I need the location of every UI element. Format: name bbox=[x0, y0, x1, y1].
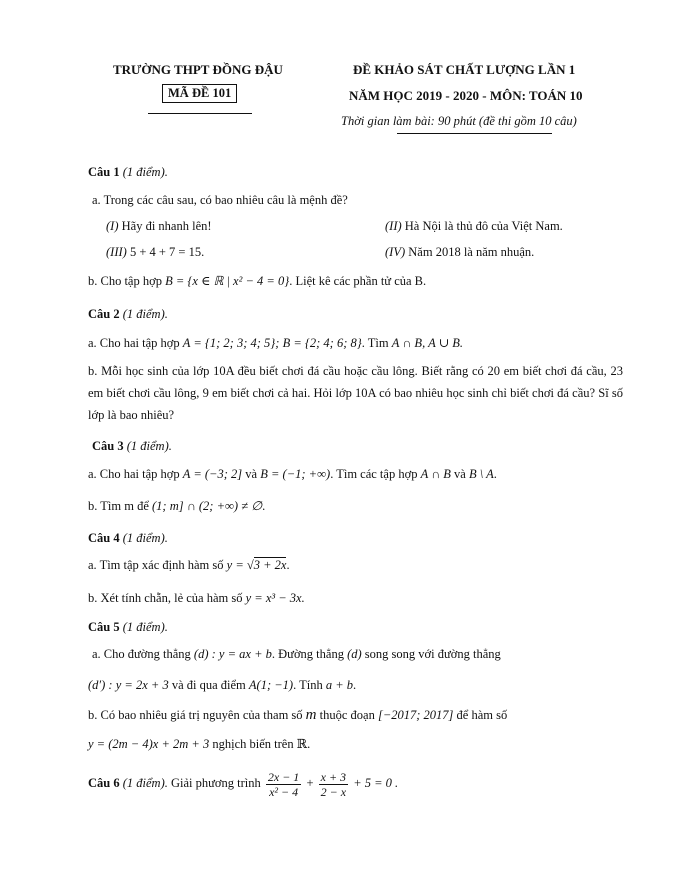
school-name: TRƯỜNG THPT ĐỒNG ĐẬU bbox=[113, 62, 283, 77]
q1-statement-ii: (II) Hà Nội là thủ đô của Việt Nam. bbox=[385, 219, 563, 233]
q2-b: b. Mỗi học sinh của lớp 10A đều biết chơi đá cầu hoặc cầu lông. Biết rằng có 20 em biết chơi đá cầu, 23 em biết chơi cầu lông, 9 em biết chơi cả hai. Hỏi lớp 10A có bao nhiêu học sinh chỉ biết chơi đá cầu? Sĩ số lớp là bao nhiêu? bbox=[88, 364, 623, 422]
q5-a-line1: a. Cho đường thẳng (d) : y = ax + b. Đường thẳng (d) song song với đường thẳng bbox=[92, 647, 501, 661]
q2-a: a. Cho hai tập hợp A = {1; 2; 3; 4; 5}; B = {2; 4; 6; 8}. Tìm A ∩ B, A ∪ B. bbox=[88, 336, 463, 350]
q1-b: b. Cho tập hợp B = {x ∈ ℝ | x² − 4 = 0}. Liệt kê các phần tử của B. bbox=[88, 274, 427, 288]
q5-heading: Câu 5 (1 điểm). bbox=[88, 620, 168, 634]
header-left-rule bbox=[148, 113, 252, 114]
q3-b: b. Tìm m để (1; m] ∩ (2; +∞) ≠ ∅. bbox=[88, 499, 266, 513]
q1-statement-iii: (III) 5 + 4 + 7 = 15. bbox=[106, 245, 205, 259]
exam-time-note: Thời gian làm bài: 90 phút (đề thi gồm 10 câu) bbox=[341, 114, 577, 128]
q5-a-line2: (d′) : y = 2x + 3 và đi qua điểm A(1; −1). Tính a + b. bbox=[88, 678, 357, 692]
q6: Câu 6 (1 điểm). Giải phương trình $\frac{2x - 1}{\text{x² − 4}}$ + $\frac{x + 3}{2 - x}$ + 5 = 0 . bbox=[88, 769, 399, 799]
exam-year-subject: NĂM HỌC 2019 - 2020 - MÔN: TOÁN 10 bbox=[349, 88, 583, 103]
exam-title: ĐỀ KHẢO SÁT CHẤT LƯỢNG LẦN 1 bbox=[353, 62, 576, 77]
q1-statement-i: (I) Hãy đi nhanh lên! bbox=[106, 219, 212, 233]
q6-fraction-2: $\frac{x + 3}{2 - x}$ bbox=[320, 769, 347, 799]
q4-b: b. Xét tính chẵn, lẻ của hàm số y = x³ − 3x. bbox=[88, 591, 305, 605]
q4-heading: Câu 4 (1 điểm). bbox=[88, 531, 168, 545]
q3-a: a. Cho hai tập hợp A = (−3; 2] và B = (−1; +∞). Tìm các tập hợp A ∩ B và B \ A. bbox=[88, 467, 497, 481]
q1-statement-iv: (IV) Năm 2018 là năm nhuận. bbox=[385, 245, 535, 259]
q4-a: a. Tìm tập xác định hàm số y = √3 + 2x. bbox=[88, 558, 290, 572]
q5-b-line2: y = (2m − 4)x + 2m + 3 nghịch biến trên ℝ. bbox=[88, 737, 311, 751]
q5-b-line1: b. Có bao nhiêu giá trị nguyên của tham số m thuộc đoạn [−2017; 2017] để hàm số bbox=[88, 707, 508, 723]
q3-heading: Câu 3 (1 điểm). bbox=[92, 439, 172, 453]
exam-code: MÃ ĐỀ 101 bbox=[162, 84, 237, 103]
q6-fraction-1: $\frac{2x - 1}{\text{x² − 4}}$ bbox=[267, 769, 300, 799]
q1-heading: Câu 1 (1 điểm). bbox=[88, 165, 168, 179]
q2-heading: Câu 2 (1 điểm). bbox=[88, 307, 168, 321]
q1-a: a. Trong các câu sau, có bao nhiêu câu là mệnh đề? bbox=[92, 193, 348, 207]
header-right-rule bbox=[397, 133, 552, 134]
